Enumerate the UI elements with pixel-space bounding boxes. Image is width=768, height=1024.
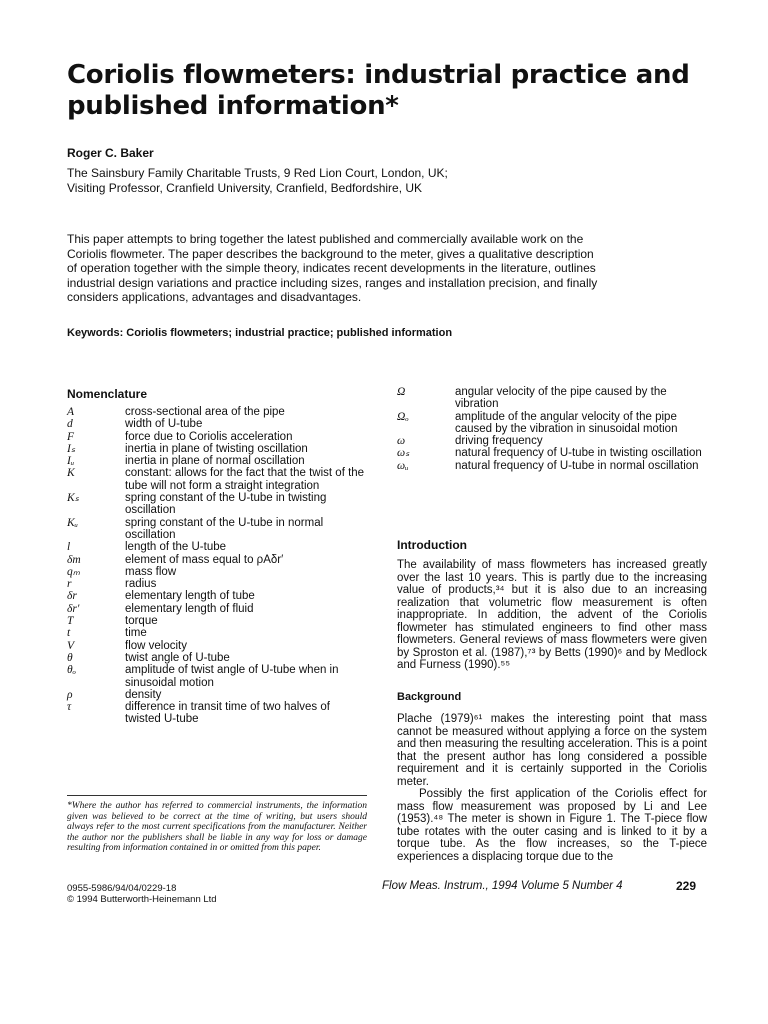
background-text xyxy=(397,713,707,863)
nomenclature-entry xyxy=(67,418,367,430)
nomenclature-entry xyxy=(67,467,367,492)
nomenclature-entry xyxy=(397,447,707,459)
nomenclature-entry xyxy=(67,554,367,566)
nomenclature-description: cross-sectional area of the pipe xyxy=(125,406,285,418)
affiliation xyxy=(67,166,627,196)
journal-citation: Flow Meas. Instrum., 1994 Volume 5 Number 4 xyxy=(382,880,623,892)
nomenclature-description: torque xyxy=(125,615,158,628)
background-paragraph: Plache (1979)⁶¹ makes the interesting point that mass cannot be measured without applying a force on the system and then measuring the resulting acceleration. This is a point that the present author has long considered a possible requirement and it is certainly supported in the Coriolis meter. xyxy=(397,713,707,788)
nomenclature-description: amplitude of the angular velocity of the pipe caused by the vibration in sinusoidal motion xyxy=(455,410,678,435)
nomenclature-symbol: ωₛ xyxy=(397,447,410,460)
keywords: Keywords: Coriolis flowmeters; industrial practice; published information xyxy=(67,327,453,339)
nomenclature-description: time xyxy=(125,627,147,640)
paper-title: Coriolis flowmeters: industrial practice and published information* xyxy=(67,60,690,121)
nomenclature-description: twist angle of U-tube xyxy=(125,651,230,664)
nomenclature-entry xyxy=(67,689,367,701)
nomenclature-entry xyxy=(67,627,367,639)
nomenclature-entry xyxy=(397,435,707,447)
nomenclature-description: elementary length of tube xyxy=(125,590,255,603)
nomenclature-symbol: Kₛ xyxy=(67,492,79,505)
nomenclature-symbol: Ω xyxy=(397,386,406,398)
nomenclature-symbol: Kᵤ xyxy=(67,516,79,529)
nomenclature-description: amplitude of twist angle of U-tube when in sinusoidal motion xyxy=(125,664,339,689)
nomenclature-symbol: T xyxy=(67,615,74,628)
nomenclature-symbol: δm xyxy=(67,553,81,566)
nomenclature-symbol: Ωₒ xyxy=(397,410,409,423)
nomenclature-entry xyxy=(67,443,367,455)
nomenclature-symbol: qₘ xyxy=(67,565,80,578)
nomenclature-entry xyxy=(397,460,707,472)
nomenclature-list-right xyxy=(397,386,707,472)
nomenclature-entry xyxy=(67,701,367,726)
nomenclature-entry xyxy=(67,578,367,590)
abstract: This paper attempts to bring together the latest published and commercially available work on the Coriolis flowmeter. The paper describes the background to the meter, gives a qualitative description of operation together with the simple theory, indicates recent developments in the literature, outlines industrial design variations and practice including sizes, ranges and installation precision, and finally considers applications, advantages and disadvantages. xyxy=(67,232,598,304)
nomenclature-description: mass flow xyxy=(125,565,177,578)
background-heading: Background xyxy=(397,691,462,703)
nomenclature-symbol: ω xyxy=(397,435,406,448)
nomenclature-description: natural frequency of U-tube in twisting oscillation xyxy=(455,447,702,460)
copyright: © 1994 Butterworth-Heinemann Ltd xyxy=(67,894,217,905)
affiliation-line: The Sainsbury Family Charitable Trusts, 9 Red Lion Court, London, UK; xyxy=(67,166,448,180)
nomenclature-symbol: Iₛ xyxy=(67,442,76,455)
nomenclature-description: width of U-tube xyxy=(125,418,203,431)
nomenclature-symbol: F xyxy=(67,430,75,443)
background-paragraph: Possibly the first application of the Coriolis effect for mass flow measurement was proposed by Li and Lee (1953).⁴⁸ The meter is shown in Figure 1. The T-piece flow tube rotates with the outer casing and is linked to it by a torque tube. As the flow increases, so the T-piece experiences a displacing torque due to the xyxy=(397,788,707,863)
page-number: 229 xyxy=(676,879,697,893)
nomenclature-description: inertia in plane of normal oscillation xyxy=(125,455,305,468)
nomenclature-symbol: A xyxy=(67,406,75,418)
nomenclature-symbol: r xyxy=(67,578,72,591)
nomenclature-entry xyxy=(67,492,367,517)
nomenclature-entry xyxy=(67,603,367,615)
nomenclature-symbol: ωᵤ xyxy=(397,459,409,472)
nomenclature-description: length of the U-tube xyxy=(125,541,227,554)
nomenclature-entry xyxy=(67,652,367,664)
nomenclature-description: difference in transit time of two halves of twisted U-tube xyxy=(125,701,330,726)
introduction-heading: Introduction xyxy=(397,538,467,552)
nomenclature-symbol: δr′ xyxy=(67,602,80,615)
nomenclature-entry xyxy=(67,517,367,542)
introduction-text: The availability of mass flowmeters has increased greatly over the last 10 years. This is partly due to the increasing value of products,³⁴ but it is also due to an increasing realization that volumetric flow measurement is often inappropriate. In addition, the advent of the Coriolis flowmeter has stimulated engineers to find other mass flowmeters. General reviews of mass flowmeters were given by Sproston et al. (1987),⁷³ by Betts (1990)⁶ and by Medlock and Furness (1990).⁵⁵ xyxy=(397,559,707,671)
nomenclature-description: inertia in plane of twisting oscillation xyxy=(125,442,308,455)
nomenclature-entry xyxy=(67,590,367,602)
nomenclature-symbol: V xyxy=(67,639,75,652)
nomenclature-symbol: t xyxy=(67,627,71,640)
nomenclature-description: spring constant of the U-tube in twisting oscillation xyxy=(125,492,327,517)
nomenclature-symbol: K xyxy=(67,467,75,480)
nomenclature-description: spring constant of the U-tube in normal oscillation xyxy=(125,516,324,541)
nomenclature-description: element of mass equal to ρAδr′ xyxy=(125,553,284,566)
nomenclature-entry xyxy=(397,386,707,411)
nomenclature-symbol: δr xyxy=(67,590,77,603)
nomenclature-symbol: τ xyxy=(67,701,72,714)
nomenclature-description: angular velocity of the pipe caused by the vibration xyxy=(455,386,667,411)
nomenclature-description: density xyxy=(125,688,162,701)
nomenclature-list-left xyxy=(67,406,367,726)
nomenclature-description: constant: allows for the fact that the twist of the tube will not form a straight integration xyxy=(125,467,365,492)
nomenclature-entry xyxy=(67,431,367,443)
affiliation-line: Visiting Professor, Cranfield University, Cranfield, Bedfordshire, UK xyxy=(67,181,423,195)
nomenclature-symbol: ρ xyxy=(67,688,73,701)
nomenclature-entry xyxy=(397,411,707,436)
issn: 0955-5986/94/04/0229-18 xyxy=(67,883,177,894)
nomenclature-entry xyxy=(67,406,367,418)
nomenclature-description: force due to Coriolis acceleration xyxy=(125,430,293,443)
nomenclature-description: natural frequency of U-tube in normal oscillation xyxy=(455,459,699,472)
nomenclature-entry xyxy=(67,541,367,553)
nomenclature-symbol: θ xyxy=(67,651,73,664)
footnote: *Where the author has referred to commercial instruments, the information given was believed to be correct at the time of writing, but users should always refer to the most current specifications from the manufacturer. Neither the author nor the publishers shall be liable in any way for loss or damage resulting from information contained in or omitted from this paper. xyxy=(67,801,367,854)
nomenclature-description: elementary length of fluid xyxy=(125,602,254,615)
author-name: Roger C. Baker xyxy=(67,146,154,160)
nomenclature-entry xyxy=(67,615,367,627)
nomenclature-heading: Nomenclature xyxy=(67,387,148,401)
nomenclature-entry xyxy=(67,640,367,652)
nomenclature-symbol: d xyxy=(67,418,73,431)
issn-block xyxy=(67,883,217,905)
nomenclature-symbol: Iᵤ xyxy=(67,455,75,468)
footnote-rule xyxy=(67,795,367,796)
nomenclature-description: radius xyxy=(125,578,157,591)
nomenclature-symbol: θₒ xyxy=(67,664,76,677)
nomenclature-entry xyxy=(67,566,367,578)
nomenclature-description: flow velocity xyxy=(125,639,187,652)
nomenclature-entry xyxy=(67,455,367,467)
nomenclature-entry xyxy=(67,664,367,689)
nomenclature-symbol: l xyxy=(67,541,71,554)
nomenclature-description: driving frequency xyxy=(455,435,543,448)
